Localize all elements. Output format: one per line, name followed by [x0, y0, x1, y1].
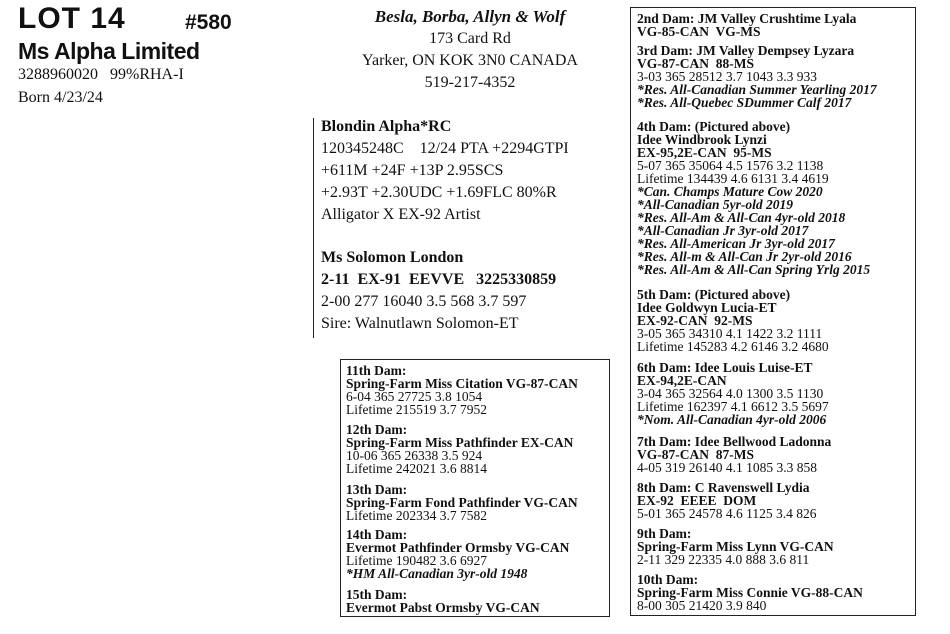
registration-line: 3288960020 99%RHA-I [18, 66, 184, 83]
pedigree-entry: 2nd Dam: JM Valley Crushtime Lyala VG-85-CAN VG-MS [637, 11, 857, 39]
sire-line-2: +611M +24F +13P 2.95SCS [321, 162, 504, 179]
pedigree-entry: 6th Dam: Idee Louis Luise-ET EX-94,2E-CAN 3-04 365 32564 4.0 1300 3.5 1130 Lifetime 162397 4.1 6612 3.5 5697 *Nom. All-Canadian 4yr-old 2006 [637, 360, 829, 427]
pedigree-box-left [340, 359, 610, 617]
birth-date: Born 4/23/24 [18, 89, 103, 106]
pedigree-entry: 7th Dam: Idee Bellwood Ladonna VG-87-CAN 87-MS 4-05 319 26140 4.1 1085 3.3 858 [637, 434, 832, 475]
pedigree-entry: 8th Dam: C Ravenswell Lydia EX-92 EEEE DOM 5-01 365 24578 4.6 1125 3.4 826 [637, 480, 817, 521]
animal-name: Ms Alpha Limited [18, 38, 200, 64]
sire-dam-block [313, 118, 612, 338]
pedigree-entry: 9th Dam: Spring-Farm Miss Lynn VG-CAN 2-11 329 22335 4.0 888 3.6 811 [637, 526, 834, 567]
dam-line-1: 2-11 EX-91 EEVVE 3225330859 [321, 271, 557, 288]
pedigree-entry: 11th Dam: Spring-Farm Miss Citation VG-87-CAN 6-04 365 27725 3.8 1054 Lifetime 215519 3.7 7952 [346, 363, 578, 417]
pedigree-entry: 14th Dam: Evermot Pathfinder Ormsby VG-CAN Lifetime 190482 3.6 6927 *HM All-Canadian 3yr-old 1948 [346, 527, 570, 581]
dam-name: Ms Solomon London [321, 249, 464, 266]
lot-label: LOT 14 [18, 2, 126, 35]
pedigree-entry: 12th Dam: Spring-Farm Miss Pathfinder EX-CAN 10-06 365 26338 3.5 924 Lifetime 242021 3.6 8814 [346, 422, 574, 476]
pedigree-entry: 13th Dam: Spring-Farm Fond Pathfinder VG-CAN Lifetime 202334 3.7 7582 [346, 482, 578, 523]
sire-line-3: +2.93T +2.30UDC +1.69FLC 80%R [321, 184, 557, 201]
dam-line-2: 2-00 277 16040 3.5 568 3.7 597 [321, 293, 527, 310]
pedigree-entry: 15th Dam: Evermot Pabst Ormsby VG-CAN [346, 587, 540, 615]
pedigree-entry: 4th Dam: (Pictured above) Idee Windbrook Lynzi EX-95,2E-CAN 95-MS 5-07 365 35064 4.5 1576 3.2 1138 Lifetime 134439 4.6 6131 3.4 4619 *Can. Champs Mature Cow 2020 *All-Canadian 5yr-old 2019 *Res. All-Am & All-Can 4yr-old 2018 *All-Canadian Jr 3yr-old 2017 *Res. All-American Jr 3yr-old 2017 *Res. All-m & All-Can Jr 2yr-old 2016 *Res. All-Am & All-Can Spring Yrlg 2015 [637, 119, 871, 277]
pedigree-entry: 3rd Dam: JM Valley Dempsey Lyzara VG-87-CAN 88-MS 3-03 365 28512 3.7 1043 3.3 933 *Res. All-Canadian Summer Yearling 2017 *Res. All-Quebec SDummer Calf 2017 [637, 43, 877, 110]
pedigree-entry: 10th Dam: Spring-Farm Miss Connie VG-88-CAN 8-00 305 21420 3.9 840 [637, 572, 863, 613]
consignor-name: Besla, Borba, Allyn & Wolf [374, 7, 566, 26]
consignor-address-1: 173 Card Rd [429, 30, 511, 47]
pedigree-entry: 5th Dam: (Pictured above) Idee Goldwyn Lucia-ET EX-92-CAN 92-MS 3-05 365 34310 4.1 1422 3.2 1111 Lifetime 145283 4.2 6146 3.2 4680 [637, 287, 829, 354]
sire-line-1: 120345248C 12/24 PTA +2294GTPI [321, 140, 569, 157]
pedigree-box-right [630, 7, 916, 616]
dam-line-3: Sire: Walnutlawn Solomon-ET [321, 315, 519, 332]
consignor-phone: 519-217-4352 [424, 74, 516, 91]
sire-name: Blondin Alpha*RC [321, 118, 452, 135]
lot-number: #580 [185, 11, 232, 34]
consignor-address-2: Yarker, ON KOK 3N0 CANADA [362, 52, 578, 69]
sire-line-4: Alligator X EX-92 Artist [321, 206, 481, 223]
consignor-block [325, 6, 615, 94]
